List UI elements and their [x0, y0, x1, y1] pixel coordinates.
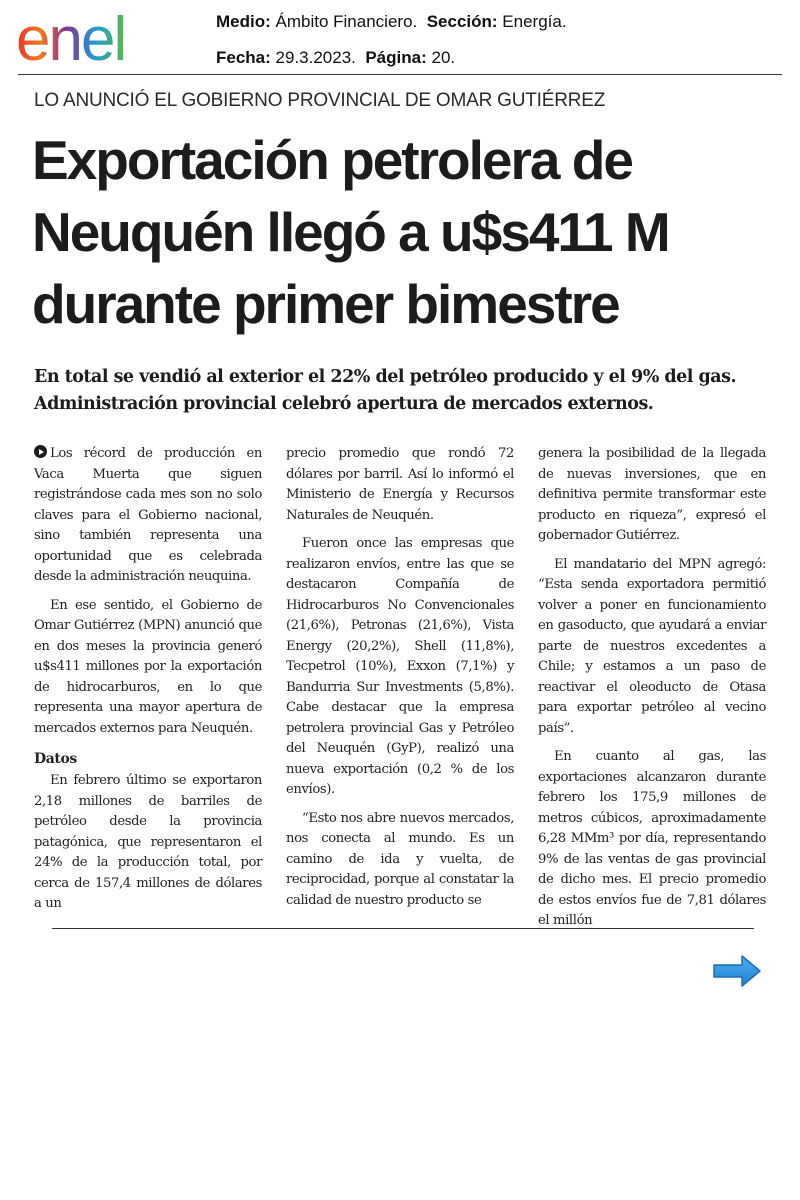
article-column-1	[34, 444, 262, 915]
col1-paragraph-2: En ese sentido, el Gobierno de Omar Gutiérrez (MPN) anunció que en dos meses la provincia generó u$s411 millones por la exportación de hidrocarburos, en lo que representa una mayor apertura de mercados externos para Neuquén.	[34, 597, 262, 736]
bottom-divider	[52, 928, 754, 929]
pagina-label: Página:	[365, 48, 427, 67]
col2-paragraph-3: “Esto nos abre nuevos mercados, nos conecta al mundo. Es un camino de ida y vuelta, de reciprocidad, porque al constatar la calidad de nuestro producto se	[286, 810, 514, 908]
article-column-3	[538, 444, 766, 932]
col3-paragraph-3: En cuanto al gas, las exportaciones alcanzaron durante febrero los 175,9 millones de metros cúbicos, aproximadamente 6,28 MMm³ por día, representando 9% de las ventas de gas provincial de dicho mes. El precio promedio de estos envíos fue de 7,81 dólares el millón	[538, 749, 766, 928]
fecha-value: 29.3.2023.	[275, 48, 356, 67]
headline-line-1: Exportación petrolera de	[32, 129, 632, 191]
col3-paragraph-1: genera la posibilidad de la llegada de nuevas inversiones, que en definitiva permite transformar este producto en riqueza”, expresó el gobernador Gutiérrez.	[538, 446, 766, 543]
col3-paragraph-2: El mandatario del MPN agregó: “Esta senda exportadora permitió volver a poner en funcionamiento en gasoducto, que ayudará a enviar parte de nuestros excedentes a Chile; y estamos a un paso de reactivar el oleoducto de Otasa para exportar petróleo al vecino país”.	[538, 556, 766, 736]
top-divider	[18, 74, 782, 75]
col1-paragraph-3: En febrero último se exportaron 2,18 millones de barriles de petróleo desde la provincia patagónica, que representaron el 24% de la producción total, por cerca de 157,4 millones de dólares a un	[34, 773, 262, 911]
article-kicker: LO ANUNCIÓ EL GOBIERNO PROVINCIAL DE OMAR GUTIÉRREZ	[34, 90, 606, 111]
col2-paragraph-2: Fueron once las empresas que realizaron envíos, entre las que se destacaron Compañía de Hidrocarburos No Convencionales (21,6%), Petronas (21,6%), Vista Energy (20,2%), Shell (11,8%), Tecpetrol (10%), Exxon (7,1%) y Bandurria Sur Investments (5,8%). Cabe destacar que la empresa petrolera provincial Gas y Petróleo del Neuquén (GyP), realizó una nueva exportación (0,2 % de los envíos).	[286, 536, 514, 797]
article-column-2	[286, 444, 514, 911]
meta-line-2	[216, 40, 567, 76]
svg-text:enel: enel	[16, 6, 126, 68]
headline-line-3: durante primer bimestre	[32, 273, 619, 335]
fecha-label: Fecha:	[216, 48, 271, 67]
seccion-value: Energía.	[502, 12, 567, 31]
headline-line-2: Neuquén llegó a u$s411 M	[32, 201, 669, 263]
medio-label: Medio:	[216, 12, 271, 31]
play-bullet-icon	[34, 445, 47, 458]
col1-paragraph-1	[34, 444, 262, 588]
seccion-label: Sección:	[426, 12, 498, 31]
article-subhead	[34, 364, 774, 418]
pagina-value: 20.	[431, 48, 456, 67]
col2-paragraph-1: precio promedio que rondó 72 dólares por barril. Así lo informó el Ministerio de Energía y Recursos Naturales de Neuquén.	[286, 446, 514, 523]
enel-logo	[16, 6, 181, 68]
section-title-datos: Datos	[34, 751, 77, 767]
subhead-line-2: Administración provincial celebró apertura de mercados externos.	[34, 394, 654, 414]
medio-value: Ámbito Financiero.	[275, 12, 418, 31]
article-headline	[32, 124, 772, 340]
publication-meta	[216, 4, 567, 76]
meta-line-1	[216, 4, 567, 40]
subhead-line-1: En total se vendió al exterior el 22% del petróleo producido y el 9% del gas.	[34, 367, 737, 387]
col1-p1-text: Los récord de producción en Vaca Muerta que siguen registrándose cada mes son no solo claves para el Gobierno nacional, sino también representa una oportunidad que es celebrada desde la administración neuquina.	[34, 446, 262, 584]
right-arrow-icon[interactable]	[712, 954, 762, 988]
